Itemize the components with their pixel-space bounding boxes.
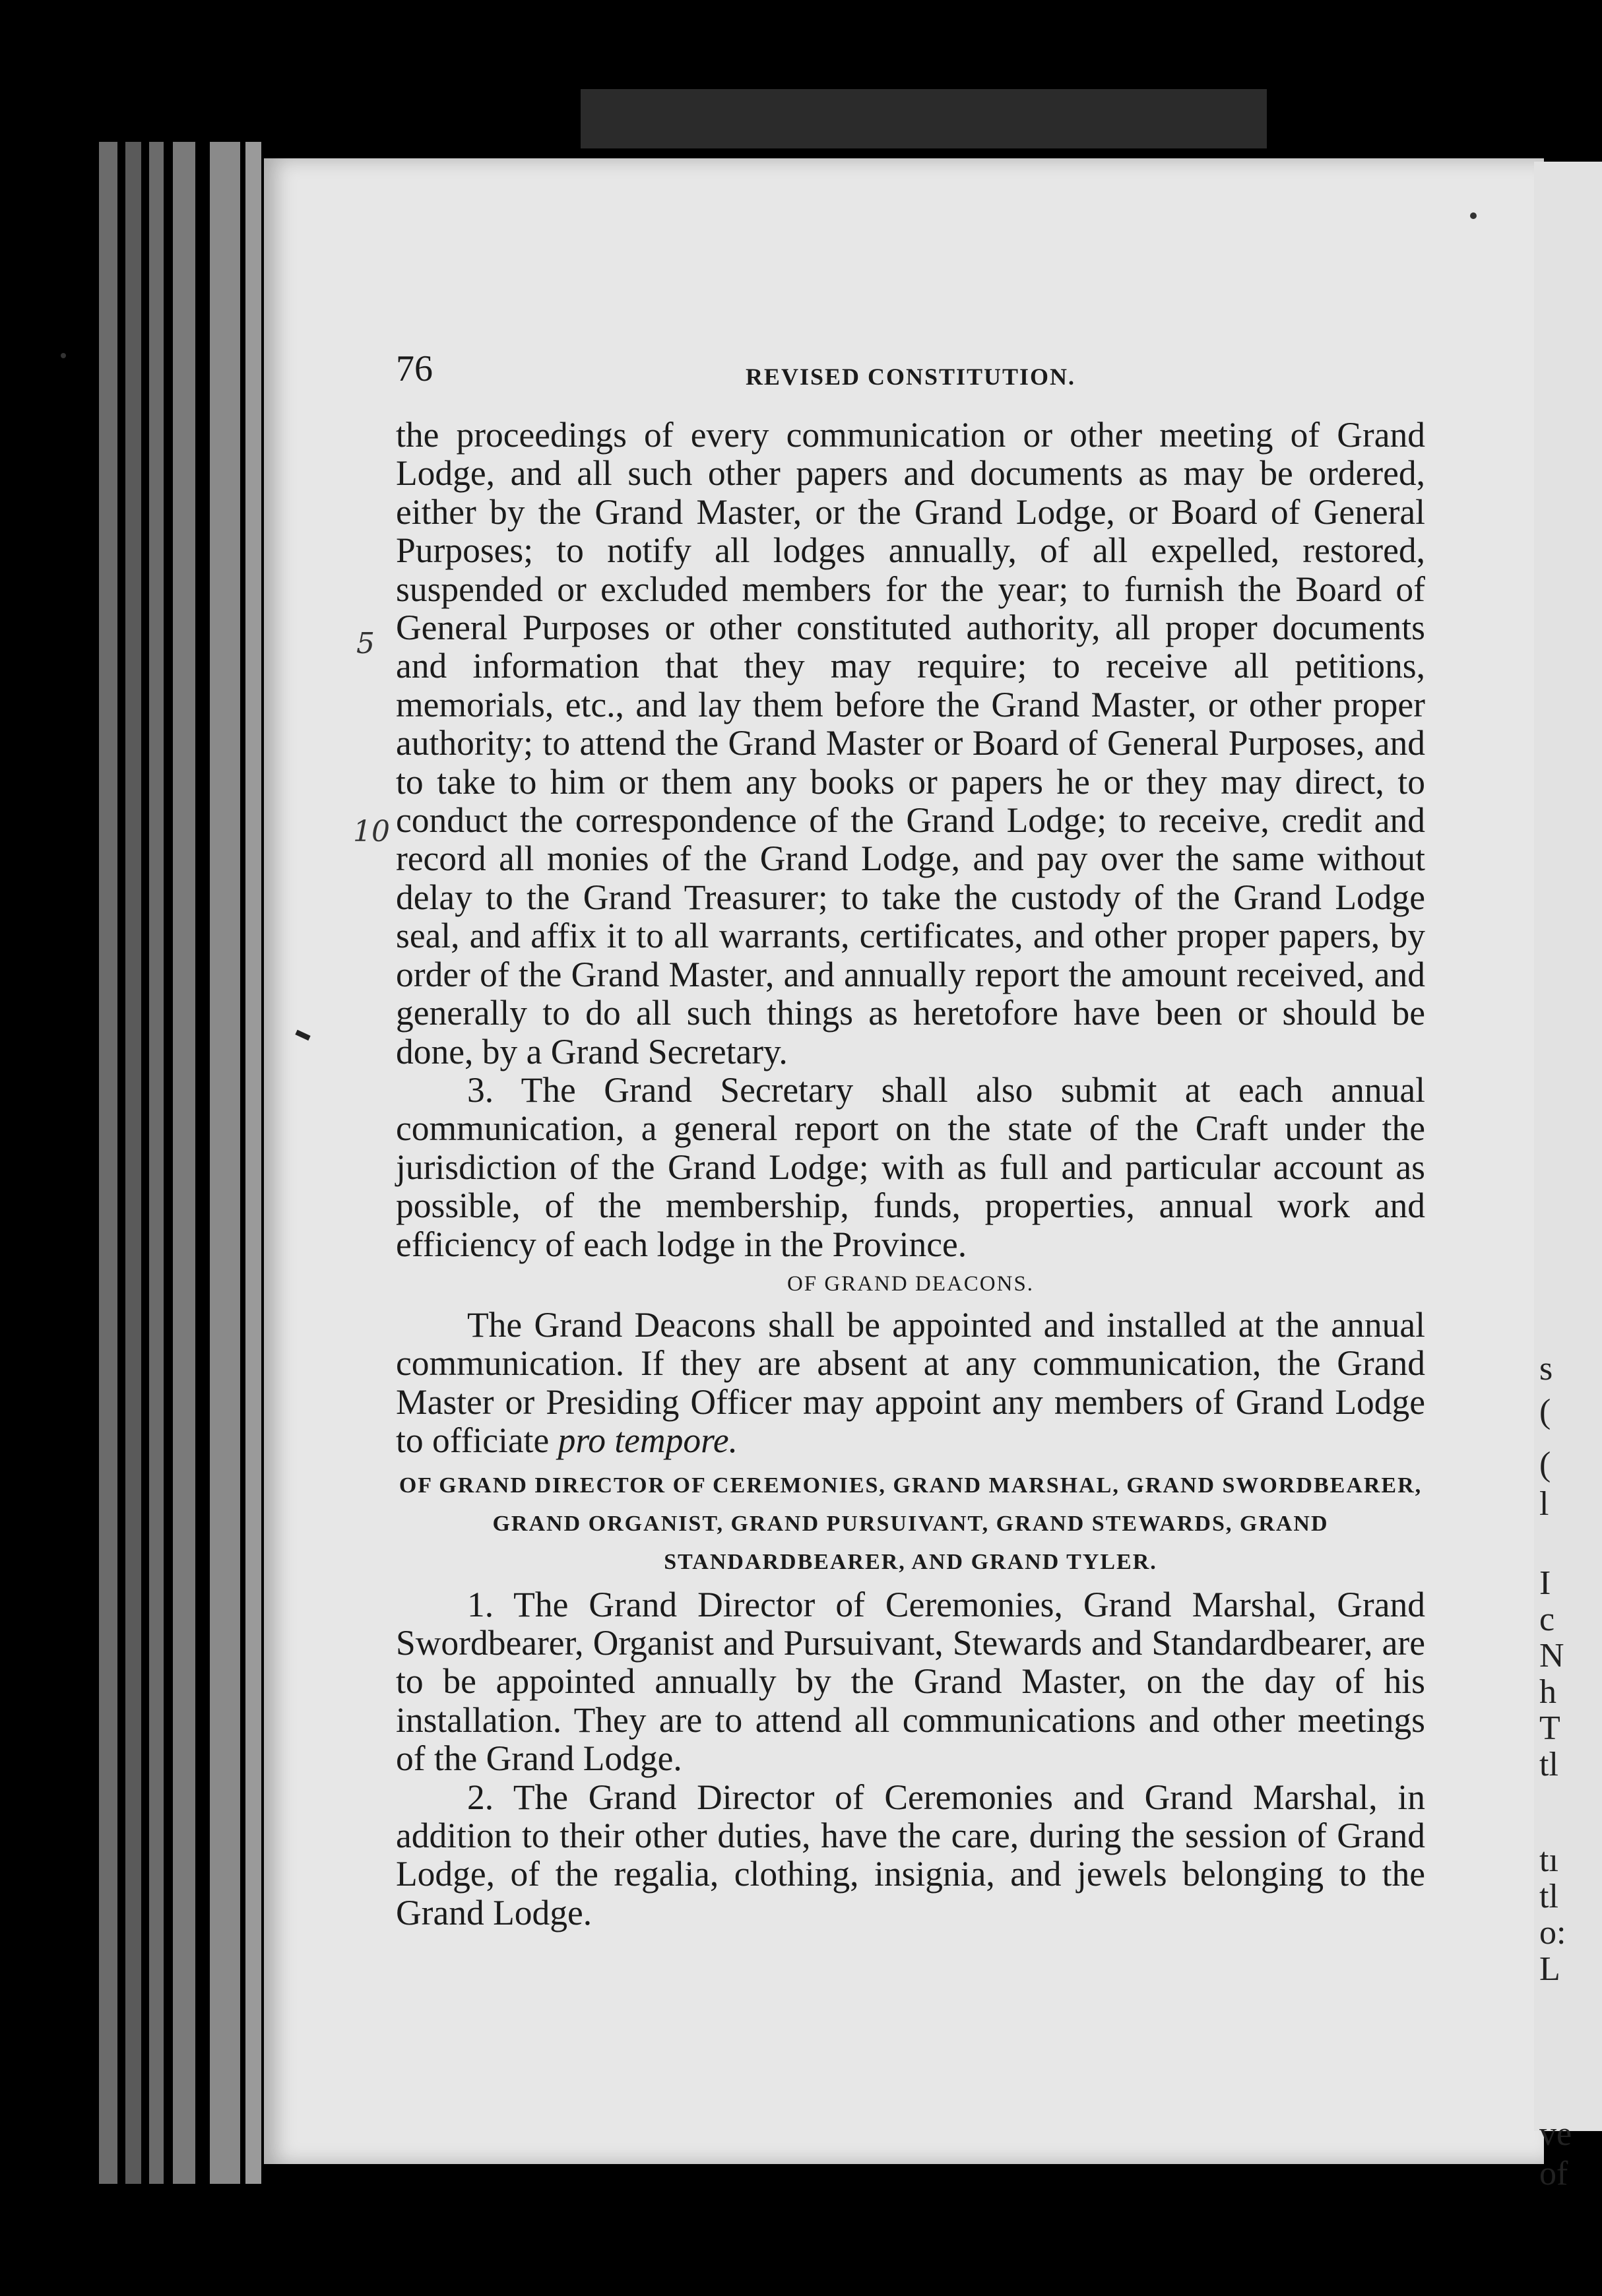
ink-speck — [61, 353, 66, 358]
paragraph-appointments: 1. The Grand Director of Ceremonies, Grand Marshal, Grand Swordbearer, Organist and Pursuivant, Stewards and Standardbearer, are to be appointed annually by the Grand Master, on the day of his installation. They are to attend all communications and other meetings of the Grand Lodge. — [396, 1584, 1425, 1779]
book-edge — [173, 142, 195, 2184]
ink-speck — [1470, 212, 1477, 219]
paragraph-deacons — [396, 1306, 1425, 1460]
deacons-text: The Grand Deacons shall be appointed and installed at the annual communication. If they are absent at any communication, the Grand Master or Presiding Officer may appoint any members of Grand Lodge to officiate — [396, 1304, 1425, 1461]
facing-page-fragment: ( — [1539, 1393, 1551, 1430]
facing-page-fragment: I — [1539, 1564, 1551, 1602]
facing-page-fragment: ( — [1539, 1446, 1551, 1483]
book-edge — [149, 142, 164, 2184]
page-number: 76 — [396, 348, 433, 389]
margin-line-number: 5 — [356, 627, 375, 660]
section-heading-deacons: OF GRAND DEACONS. — [786, 1271, 1035, 1296]
book-edge — [125, 142, 141, 2184]
facing-page-fragment: ve — [1539, 2115, 1572, 2153]
book-edge — [245, 142, 261, 2184]
facing-page-fragment: tl — [1539, 1878, 1558, 1915]
page-header — [396, 343, 1425, 402]
paragraph-annual-report: 3. The Grand Secretary shall also submit at each annual communication, a general report on the state of the Craft under the jurisdiction of the Grand Lodge; with as full and particular account as possible, of the membership, funds, properties, annual work and efficiency of each lodge in the Province. — [396, 1069, 1425, 1264]
facing-page-fragment: s — [1539, 1350, 1553, 1387]
running-title: REVISED CONSTITUTION. — [745, 364, 1076, 390]
facing-page-fragment: h — [1539, 1673, 1556, 1711]
book-edge — [210, 142, 240, 2184]
facing-page-fragment: L — [1539, 1950, 1560, 1988]
facing-page-fragment: o: — [1539, 1914, 1566, 1952]
page-text — [396, 343, 1425, 1932]
paragraph-secretary-duties: the proceedings of every communication or other meeting of Grand Lodge, and all such other papers and documents as may be ordered, either by the Grand Master, or the Grand Lodge, or Board of General Purposes; to notify all lodges annually, of all expelled, restored, suspended or excluded members for the year; to furnish the Board of General Purposes or other constituted authority, all proper documents and information that they may require; to receive all petitions, memorials, etc., and lay them before the Grand Master, or other proper authority; to attend the Grand Master or Board of General Purposes, and to take to him or them any books or papers he or they may direct, to conduct the correspondence of the Grand Lodge; to receive, credit and record all monies of the Grand Lodge, and pay over the same without delay to the Grand Treasurer; to take the custody of the Grand Lodge seal, and affix it to all warrants, certificates, and other proper papers, by order of the Grand Master, and annually report the amount received, and generally to do all such things as heretofore have been or should be done, by a Grand Secretary. — [396, 415, 1425, 1071]
facing-page-fragment: l — [1539, 1485, 1549, 1523]
facing-page-fragment: tl — [1539, 1746, 1558, 1783]
facing-page-fragment: c — [1539, 1601, 1555, 1638]
section-heading-officers: OF GRAND DIRECTOR OF CEREMONIES, GRAND MARSHAL, GRAND SWORDBEARER, GRAND ORGANIST, GRAND PURSUIVANT, GRAND STEWARDS, GRAND STANDARDBEARER, AND GRAND TYLER. — [399, 1473, 1423, 1574]
facing-page-fragment: N — [1539, 1637, 1564, 1674]
scan-background-strip — [581, 89, 1267, 148]
facing-page-fragment: tı — [1539, 1841, 1558, 1879]
facing-page-edge — [1534, 162, 1602, 2192]
book-edge — [99, 142, 117, 2184]
paragraph-regalia: 2. The Grand Director of Ceremonies and Grand Marshal, in addition to their other duties, have the care, during the session of Grand Lodge, of the regalia, clothing, insignia, and jewels belonging to the Grand Lodge. — [396, 1777, 1425, 1932]
pro-tempore-text: pro tempore. — [558, 1420, 738, 1461]
facing-page-fragment: T — [1539, 1709, 1560, 1747]
margin-line-number: 10 — [353, 815, 390, 848]
facing-page-fragment: of — [1539, 2155, 1568, 2192]
